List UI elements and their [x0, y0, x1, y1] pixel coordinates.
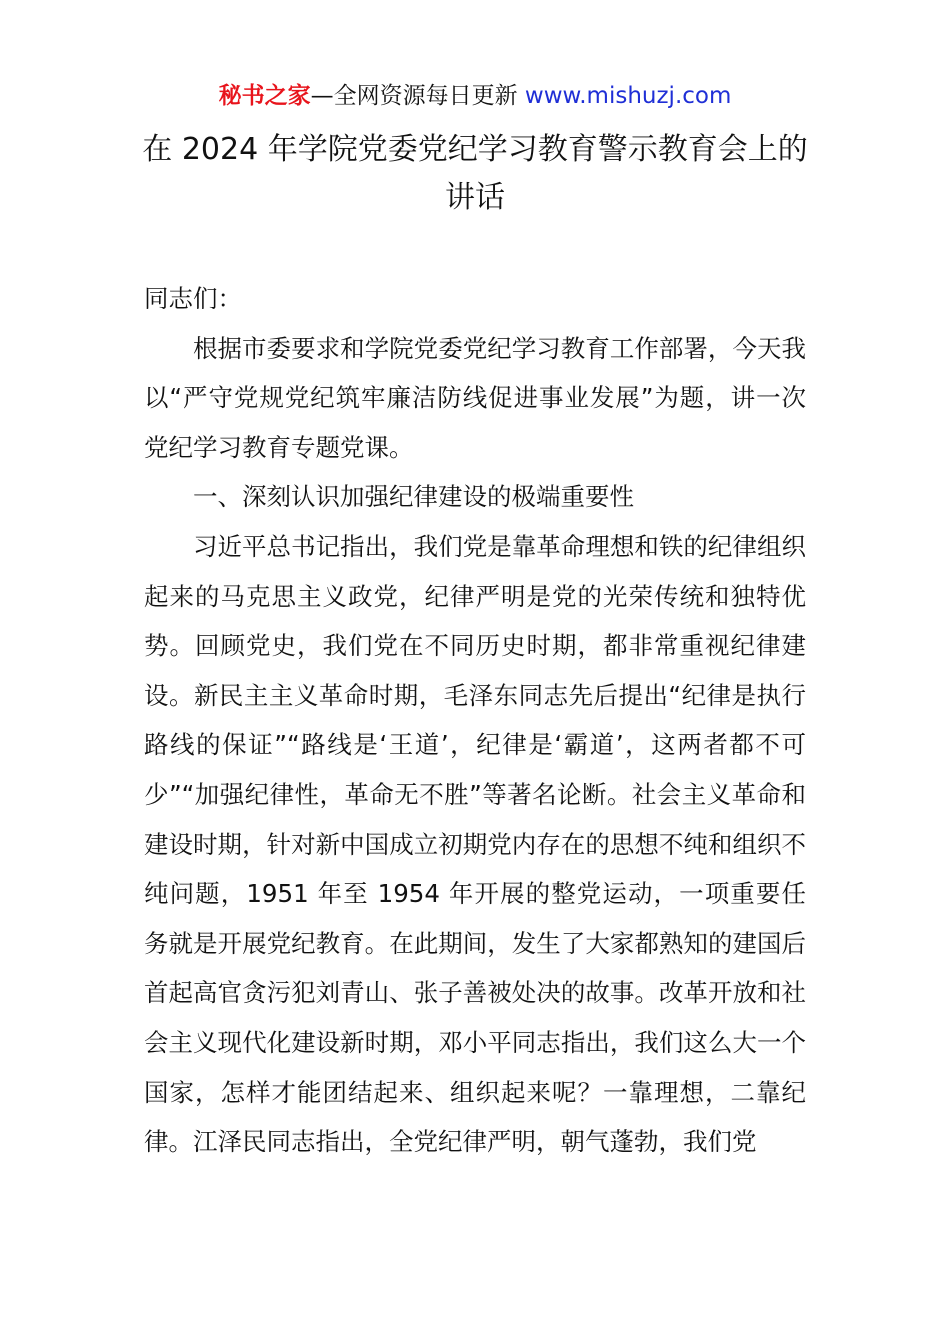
- document-body: [144, 274, 806, 1167]
- salutation: 同志们：: [144, 284, 242, 313]
- paragraph-section-1: 习近平总书记指出，我们党是靠革命理想和铁的纪律组织起来的马克思主义政党，纪律严明是党的光荣传统和独特优势。回顾党史，我们党在不同历史时期，都非常重视纪律建设。新民主主义革命时期，毛泽东同志先后提出“纪律是执行路线的保证”“路线是‘王道’，纪律是‘霸道’，这两者都不可少”“加强纪律性，革命无不胜”等著名论断。社会主义革命和建设时期，针对新中国成立初期党内存在的思想不纯和组织不纯问题，1951 年至 1954 年开展的整党运动，一项重要任务就是开展党纪教育。在此期间，发生了大家都熟知的建国后首起高官贪污犯刘青山、张子善被处决的故事。改革开放和社会主义现代化建设新时期，邓小平同志指出，我们这么大一个国家，怎样才能团结起来、组织起来呢？一靠理想，二靠纪律。江泽民同志指出，全党纪律严明，朝气蓬勃，我们党: [144, 531, 806, 1157]
- document-title: 在 2024 年学院党委党纪学习教育警示教育会上的讲话: [142, 132, 808, 215]
- site-tagline: —全网资源每日更新: [310, 83, 518, 109]
- site-brand: 秘书之家: [218, 83, 311, 109]
- section-heading-1: 一、深刻认识加强纪律建设的极端重要性: [193, 482, 634, 512]
- site-url-link[interactable]: www.mishuzj.com: [524, 83, 732, 109]
- site-header: [0, 80, 950, 112]
- paragraph-intro: 根据市委要求和学院党委党纪学习教育工作部署，今天我以“严守党规党纪筑牢廉洁防线促进事业发展”为题，讲一次党纪学习教育专题党课。: [144, 333, 806, 462]
